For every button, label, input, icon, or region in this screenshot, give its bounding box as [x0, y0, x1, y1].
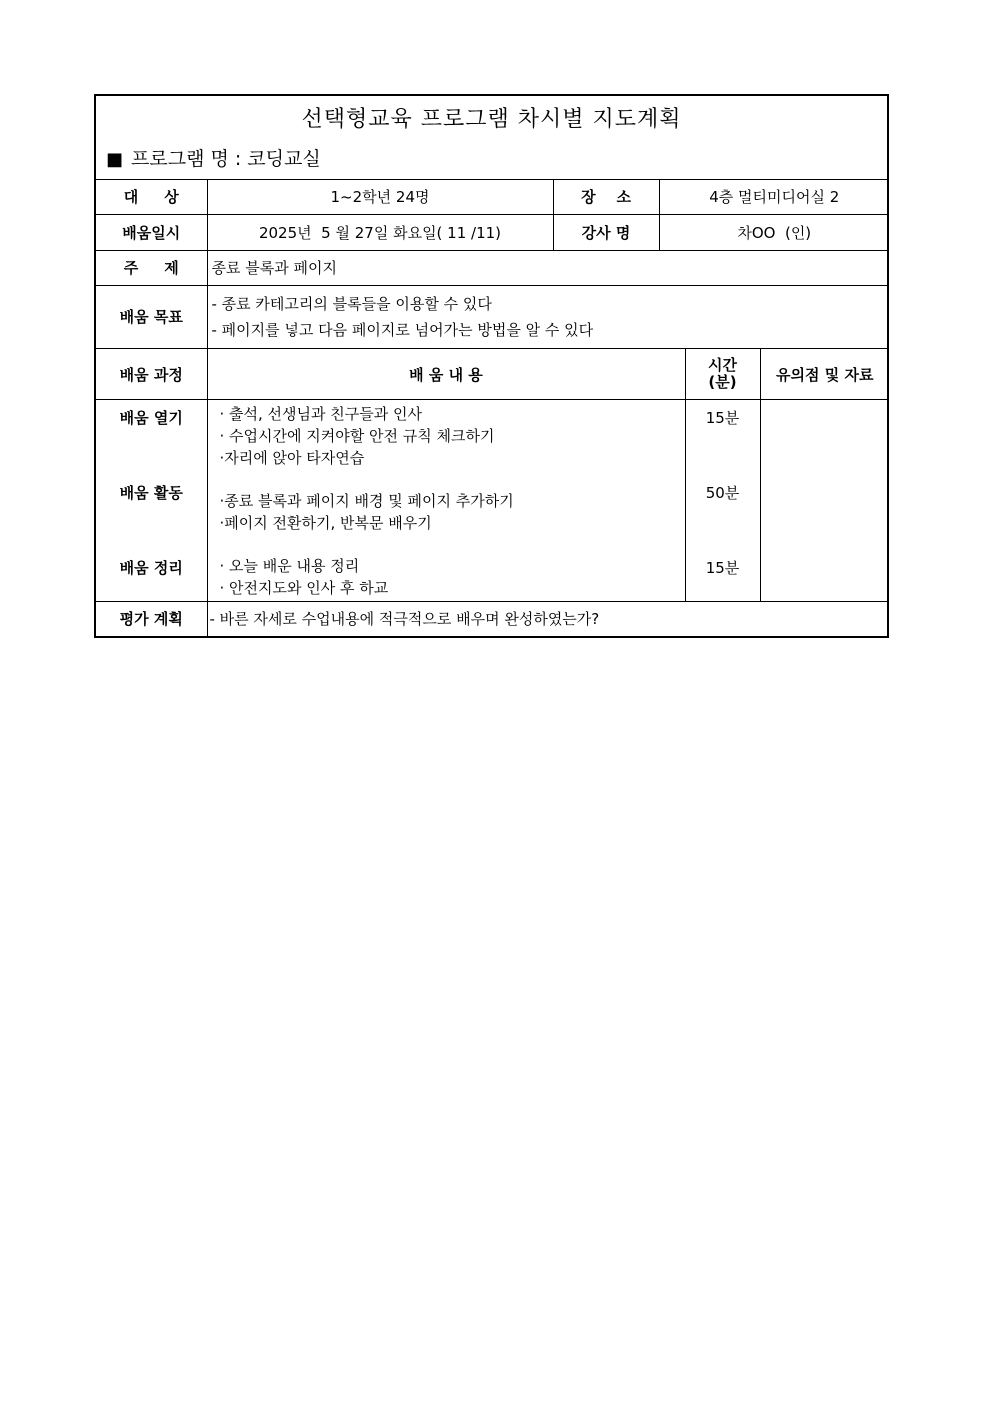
goal-row	[96, 285, 889, 348]
square-bullet-icon: ■	[106, 149, 124, 170]
target-label: 대 상	[96, 180, 207, 214]
process-body-row	[96, 400, 889, 602]
teacher-label: 강사 명	[553, 214, 659, 250]
time-header	[685, 349, 760, 400]
stage-name: 배움 열기	[119, 408, 183, 427]
program-name	[106, 144, 321, 171]
target-value: 1~2학년 24명	[207, 180, 553, 214]
stage-minutes: 15분	[705, 558, 740, 577]
time-header-line1: 시간	[708, 356, 737, 374]
program-name-text: 프로그램 명 : 코딩교실	[131, 148, 321, 170]
process-grid	[96, 348, 889, 636]
target-row	[96, 180, 889, 214]
teacher-value: 차OO (인)	[659, 214, 889, 250]
content-header: 배 움 내 용	[207, 349, 685, 400]
place-label: 장 소	[553, 180, 659, 214]
lesson-plan-table	[94, 94, 889, 638]
stage-name: 배움 정리	[119, 558, 183, 577]
process-header-row	[96, 349, 889, 400]
spacer	[220, 534, 679, 555]
topic-label: 주 제	[96, 250, 207, 285]
place-value: 4층 멀티미디어실 2	[659, 180, 889, 214]
stage-name: 배움 활동	[119, 483, 183, 502]
evaluation-row	[96, 602, 889, 636]
content-line: · 출석, 선생님과 친구들과 인사	[219, 404, 422, 423]
content-line: · 오늘 배운 내용 정리	[219, 556, 360, 575]
content-line: ·페이지 전환하기, 반복문 배우기	[219, 513, 432, 532]
info-grid	[96, 180, 889, 348]
evaluation-label: 평가 계획	[96, 602, 207, 636]
goal-item: - 페이지를 넣고 다음 페이지로 넘어가는 방법을 알 수 있다	[211, 320, 594, 339]
topic-row	[96, 250, 889, 285]
content-line: · 안전지도와 인사 후 하교	[219, 578, 389, 597]
evaluation-value: - 바른 자세로 수업내용에 적극적으로 배우며 완성하였는가?	[207, 602, 889, 636]
stage-column	[96, 400, 207, 602]
date-row	[96, 214, 889, 250]
stage-header: 배움 과정	[96, 349, 207, 400]
document-title: 선택형교육 프로그램 차시별 지도계획	[301, 107, 682, 132]
time-column	[685, 400, 760, 602]
topic-value: 종료 블록과 페이지	[207, 250, 889, 285]
date-label: 배움일시	[96, 214, 207, 250]
notes-column	[760, 400, 889, 602]
content-line: · 수업시간에 지켜야할 안전 규칙 체크하기	[219, 426, 495, 445]
goal-label: 배움 목표	[96, 285, 207, 348]
stage-minutes: 50분	[705, 483, 740, 502]
stage-minutes: 15분	[705, 408, 740, 427]
goal-item: - 종료 카테고리의 블록들을 이용할 수 있다	[211, 294, 492, 313]
notes-header: 유의점 및 자료	[760, 349, 889, 400]
time-header-line2: (분)	[708, 373, 737, 391]
content-column	[207, 400, 685, 602]
content-line: ·자리에 앉아 타자연습	[219, 448, 365, 467]
goal-list	[207, 285, 889, 348]
title-block	[96, 96, 887, 180]
spacer	[220, 469, 679, 490]
content-line: ·종료 블록과 페이지 배경 및 페이지 추가하기	[219, 491, 514, 510]
date-value: 2025년 5 월 27일 화요일( 11 /11)	[207, 214, 553, 250]
